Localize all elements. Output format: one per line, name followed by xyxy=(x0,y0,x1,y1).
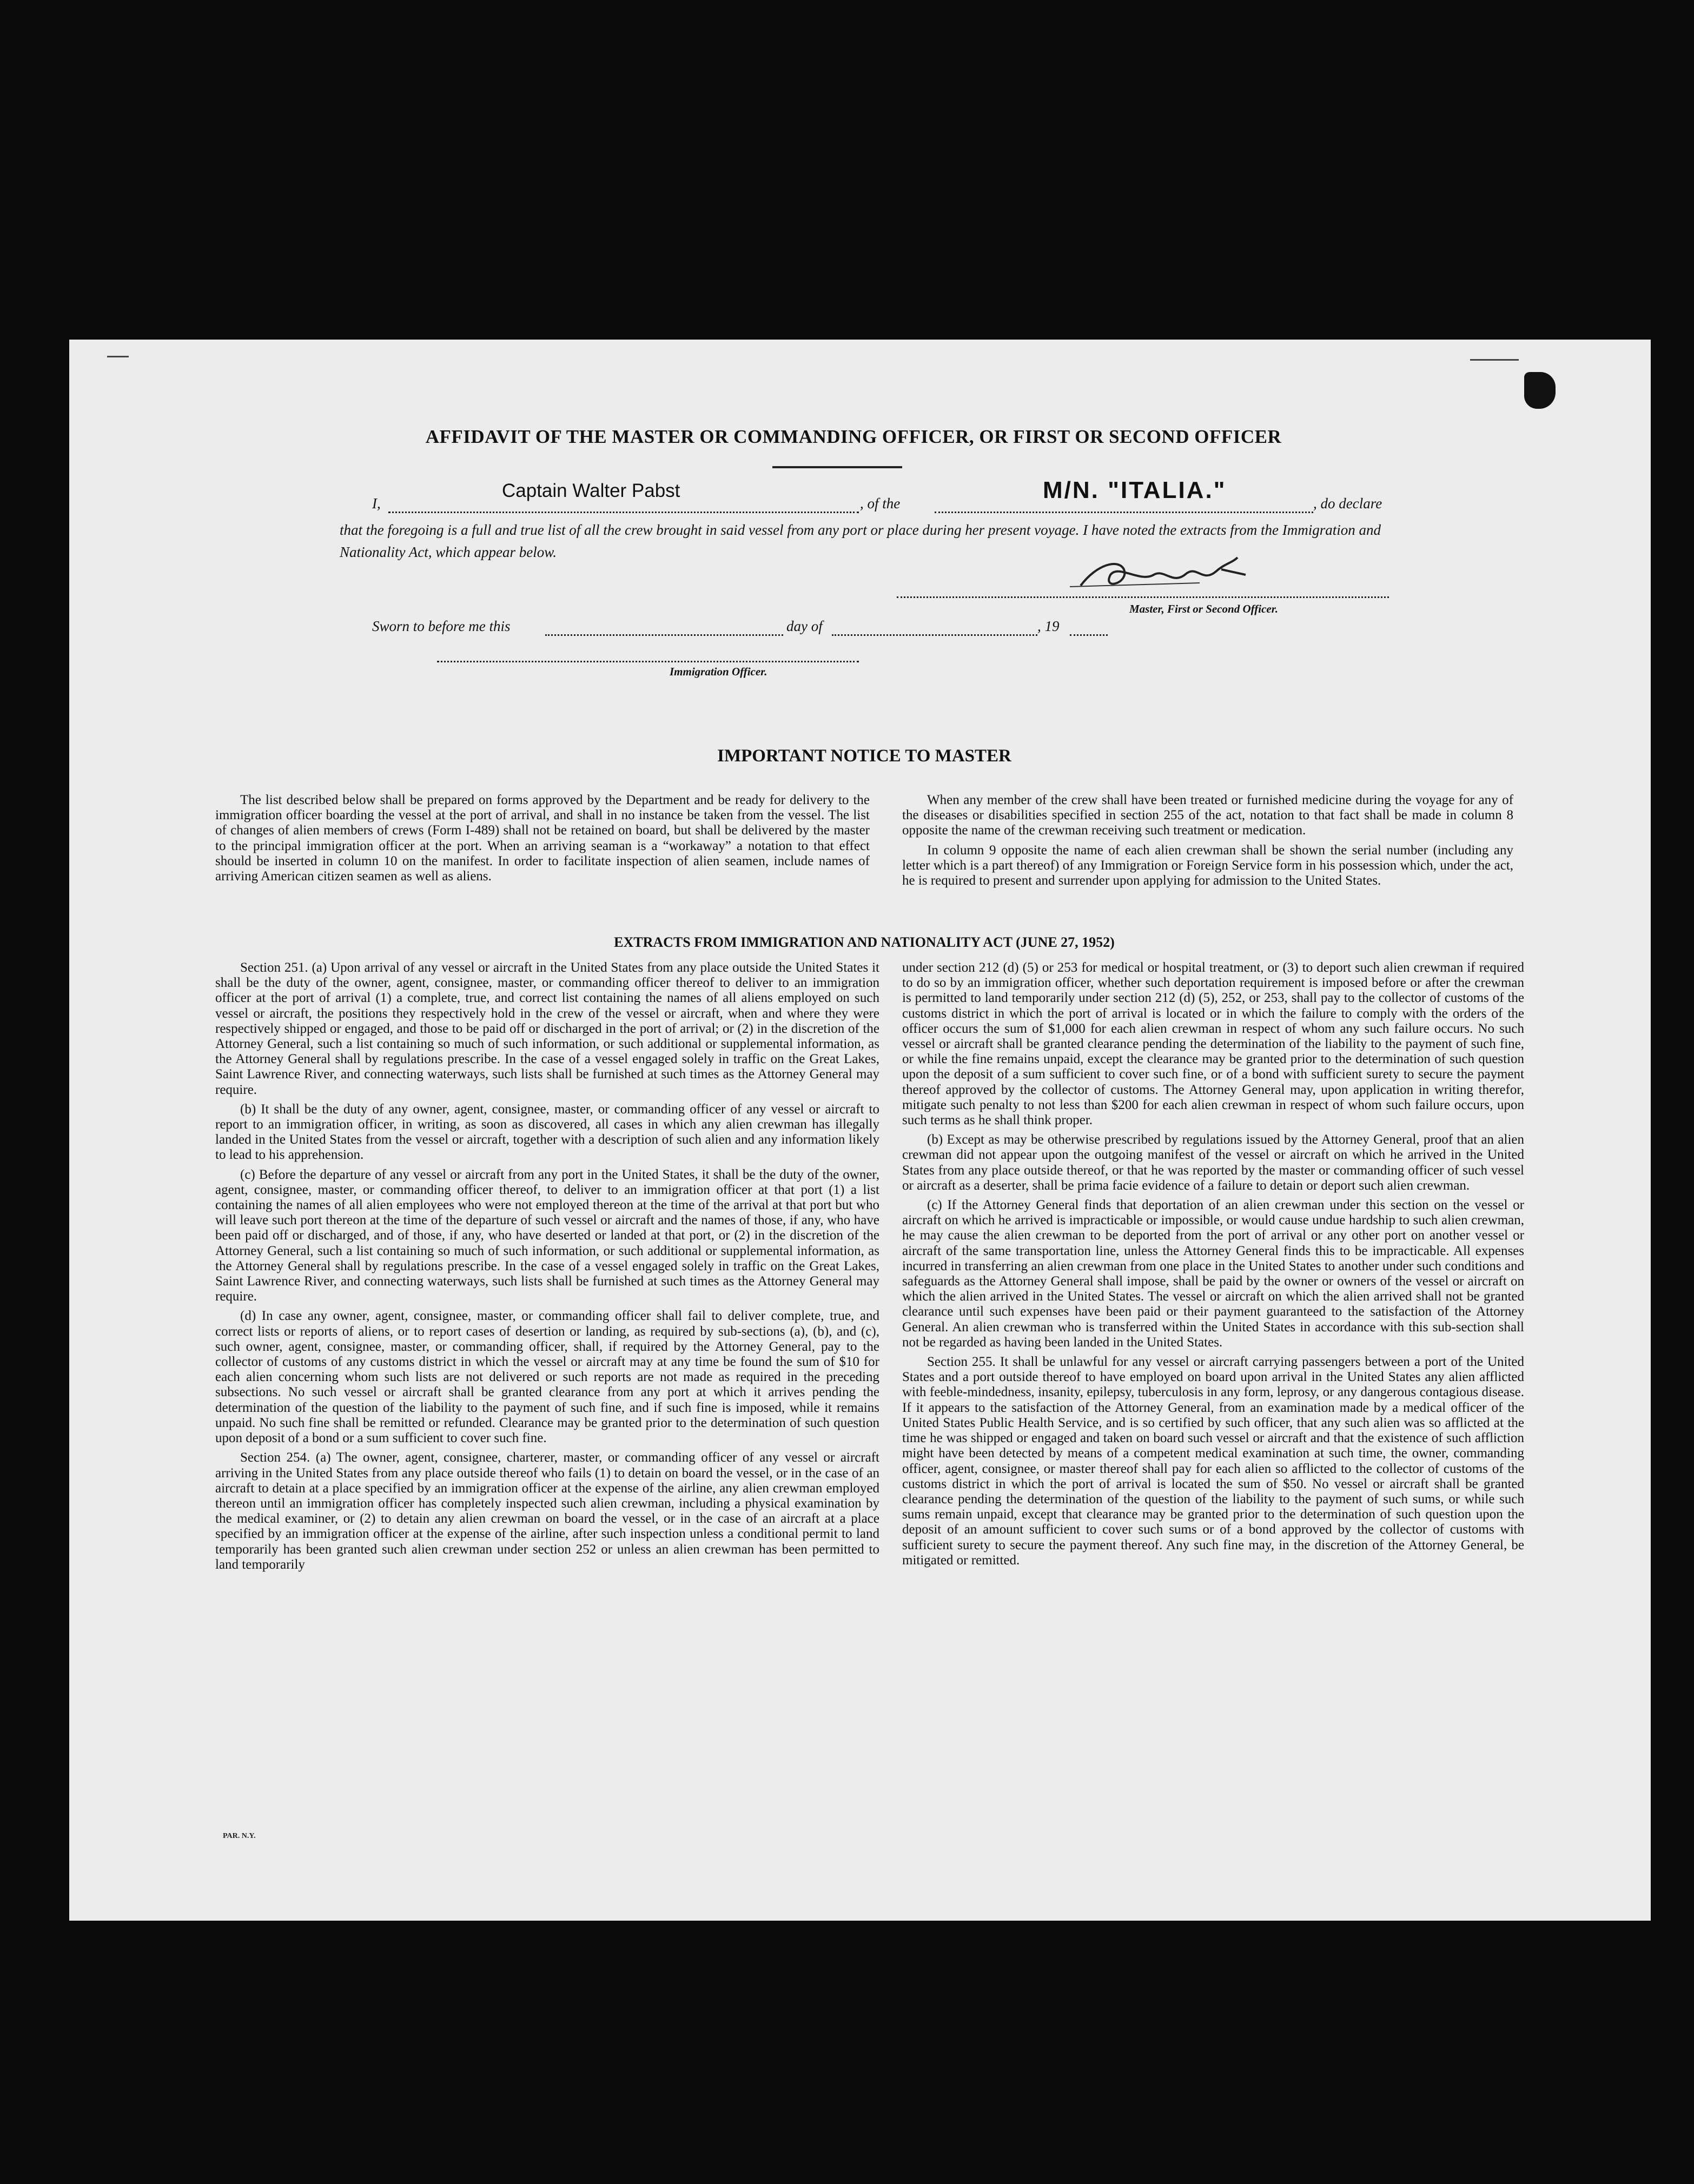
year-label: , 19 xyxy=(1037,618,1060,634)
section-paragraph: (d) In case any owner, agent, consignee, master, or commanding officer shall fail to deliver complete, true, and correct lists or reports of aliens, or to report cases of desertion or landing, as required by sub-sections (a), (b), and (c), such owner, agent, consignee, master, or commanding officer, shall, if required by the Attorney General, pay to the collector of customs of any customs district in which the vessel or aircraft may at any time be found the sum of $10 for each alien concerning whom such lists are not delivered or such reports are not made as required in the preceding subsections. No such vessel or aircraft shall be granted clearance from any port at which it arrives pending the determination of the question of the liability to the payment of such fine, and if such fine is imposed, while it remains unpaid. No such fine shall be remitted or refunded. Clearance may be granted prior to the determination of such question upon deposit of a bond or a sum sufficient to cover such fine. xyxy=(215,1309,879,1446)
notice-left-column xyxy=(215,793,870,888)
notice-paragraph: In column 9 opposite the name of each alien crewman shall be shown the serial number (including any letter which is a part thereof) of any Immigration or Foreign Service form in his possession which, under the act, he is required to present and surrender upon applying for admission to the United States. xyxy=(902,842,1513,888)
master-name-line xyxy=(388,512,859,513)
vessel-name-line xyxy=(935,512,1313,513)
notice-title: IMPORTANT NOTICE TO MASTER xyxy=(717,746,1011,766)
printer-imprint: PAR. N.Y. xyxy=(223,1832,256,1840)
signature-caption: Master, First or Second Officer. xyxy=(1129,602,1278,615)
master-name: Captain Walter Pabst xyxy=(502,480,680,501)
title-underline xyxy=(772,466,902,468)
document-page xyxy=(69,340,1651,1921)
vessel-name: M/N. "ITALIA." xyxy=(1043,477,1227,503)
signature-line xyxy=(897,596,1389,598)
affidavit-i-label: I, xyxy=(372,495,381,512)
section-paragraph: Section 251. (a) Upon arrival of any vessel or aircraft in the United States from any place outside the United States it shall be the duty of the owner, agent, consignee, master, or commanding officer thereof to deliver to an immigration officer at the port of arrival (1) a complete, true, and correct list containing the names of all aliens employed on such vessel or aircraft, the positions they respectively hold in the crew of the vessel or aircraft, when and where they were respectively shipped or engaged, and those to be paid off or discharged in the port of arrival; or (2) in the discretion of the Attorney General, such a list containing so much of such information, or such additional or supplemental information, as the Attorney General shall by regulations prescribe. In the case of a vessel engaged solely in traffic on the Great Lakes, Saint Lawrence River, and connecting waterways, such lists shall be furnished at such times as the Attorney General may require. xyxy=(215,960,879,1097)
master-signature xyxy=(1059,553,1265,602)
edge-mark xyxy=(107,356,129,357)
sworn-day-line xyxy=(545,634,783,636)
edge-mark xyxy=(1470,359,1519,361)
of-the-label: , of the xyxy=(860,495,901,512)
officer-caption: Immigration Officer. xyxy=(670,665,767,678)
sworn-year-line xyxy=(1070,634,1108,636)
notice-paragraph: When any member of the crew shall have been treated or furnished medicine during the voyage for any of the diseases or disabilities specified in section 255 of the act, notation to that fact shall be made in column 8 opposite the name of the crewman receiving such treatment or medication. xyxy=(902,793,1513,838)
affidavit-title: AFFIDAVIT OF THE MASTER OR COMMANDING OFFICER, OR FIRST OR SECOND OFFICER xyxy=(425,426,1282,447)
do-declare-label: , do declare xyxy=(1313,495,1382,512)
extracts-title: EXTRACTS FROM IMMIGRATION AND NATIONALITY ACT (JUNE 27, 1952) xyxy=(614,934,1115,950)
section-paragraph: under section 212 (d) (5) or 253 for medical or hospital treatment, or (3) to deport such alien crewman if required to do so by an immigration officer, whether such deportation requirement is imposed before or after the crewman is permitted to land temporarily under section 212 (d) (5), 252, or 253, shall pay to the collector of customs of the customs district in which the port of arrival is located or in which the failure to comply with the orders of the officer occurs the sum of $1,000 for each alien crewman in respect of whom any such failure occurs. No such vessel or aircraft shall be granted clearance pending the determination of the liability to the payment of such fine, or while the fine remains unpaid, except the clearance may be granted prior to the determination of such question upon the deposit of a sum sufficient to cover such fine, or of a bond with sufficient surety to secure the payment thereof approved by the collector of customs. The Attorney General may, upon application in writing therefor, mitigate such penalty to not less than $200 for each alien crewman in respect of whom such failure occurs, upon such terms as he shall think proper. xyxy=(902,960,1524,1128)
section-paragraph: (b) It shall be the duty of any owner, agent, consignee, master, or commanding officer of any vessel or aircraft to report to an immigration officer, in writing, as soon as discovered, all cases in which any alien crewman has illegally landed in the United States from the vessel or aircraft, together with a description of such alien and any information likely to lead to his apprehension. xyxy=(215,1101,879,1163)
section-paragraph: Section 255. It shall be unlawful for any vessel or aircraft carrying passengers between a port of the United States and a port outside thereof to have employed on board upon arrival in the United States any alien afflicted with feeble-mindedness, insanity, epilepsy, tuberculosis in any form, leprosy, or any dangerous contagious disease. If it appears to the satisfaction of the Attorney General, from an examination made by a medical officer of the United States Public Health Service, and is so certified by such officer, that any such alien was so afflicted at the time he was shipped or engaged and taken on board such vessel or aircraft and that the existence of such affliction might have been detected by means of a competent medical examination at such time, the owner, commanding officer, agent, consignee, or master thereof shall pay for each alien so afflicted to the collector of customs of the customs district in which the port of arrival is located the sum of $50. No vessel or aircraft shall be granted clearance pending the determination of the question of the liability to the payment of such sums, or while such sums remain unpaid, except that clearance may be granted prior to the determination of such question upon the deposit of an amount sufficient to cover such sums or of a bond approved by the collector of customs with sufficient surety to secure the payment thereof. Any such fine may, in the discretion of the Attorney General, be mitigated or remitted. xyxy=(902,1355,1524,1568)
sworn-label: Sworn to before me this xyxy=(372,618,511,634)
extracts-right-column xyxy=(902,960,1524,1572)
section-paragraph: (b) Except as may be otherwise prescribed by regulations issued by the Attorney General, proof that an alien crewman did not appear upon the outgoing manifest of the vessel or aircraft on which he arrived in the United States from any place outside thereof, or that he was reported by the master or commanding officer of such vessel or aircraft as a deserter, shall be prima facie evidence of a failure to detain or deport such alien crewman. xyxy=(902,1132,1524,1193)
section-paragraph: Section 254. (a) The owner, agent, consignee, charterer, master, or commanding officer of any vessel or aircraft arriving in the United States from any place outside thereof who fails (1) to detain on board the vessel, or in the case of an aircraft to detain at a place specified by an immigration officer at the expense of the airline, any alien crewman employed thereon until an immigration officer has completely inspected such alien crewman, including a physical examination by the medical examiner, or (2) to detain any alien crewman on board the vessel, or in the case of an aircraft at a place specified by an immigration officer at the expense of the airline, after such inspection unless a conditional permit to land temporarily has been granted such alien crewman under section 252 or unless an alien crewman has been permitted to land temporarily xyxy=(215,1450,879,1572)
punch-hole xyxy=(1524,372,1556,409)
officer-signature-line xyxy=(437,661,859,662)
section-paragraph: (c) Before the departure of any vessel or aircraft from any port in the United States, it shall be the duty of the owner, agent, consignee, master, or commanding officer thereof, to deliver to an immigration officer at that port (1) a list containing the names of all alien employees who were not employed thereon at the time of the arrival at that port but who will leave such port thereon at the time of the departure of such vessel or aircraft and the names of those, if any, who have been paid off or discharged, and of those, if any, who have deserted or landed at that port, or (2) in the discretion of the Attorney General, such a list containing so much of such information, or such additional or supplemental information, as the Attorney General shall by regulations prescribe. In the case of a vessel engaged solely in traffic on the Great Lakes, Saint Lawrence River, and connecting waterways, such lists shall be furnished at such times as the Attorney General may require. xyxy=(215,1167,879,1304)
sworn-month-line xyxy=(832,634,1037,636)
day-of-label: day of xyxy=(786,618,823,634)
section-paragraph: (c) If the Attorney General finds that deportation of an alien crewman under this section on the vessel or aircraft on which he arrived is impracticable or impossible, or would cause undue hardship to such alien crewman, he may cause the alien crewman to be deported from the port of arrival or any other port on another vessel or aircraft of the same transportation line, unless the Attorney General finds this to be impracticable. All expenses incurred in transferring an alien crewman from one place in the United States to another under such conditions and safeguards as the Attorney General shall impose, shall be paid by the owner or owners of the vessel or aircraft on which the alien arrived in the United States. The vessel or aircraft on which the alien arrived shall not be granted clearance until such expenses have been paid or their payment guaranteed to the satisfaction of the Attorney General. An alien crewman who is transferred within the United States in accordance with this sub-section shall not be regarded as having been landed in the United States. xyxy=(902,1198,1524,1350)
declaration-text: that the foregoing is a full and true list of all the crew brought in said vessel from any port or place during her present voyage. I have noted the extracts from the Immigration and Nationality Act, which appear below. xyxy=(340,522,1381,560)
notice-paragraph: The list described below shall be prepared on forms approved by the Department and be ready for delivery to the immigration officer boarding the vessel at the port of arrival, and shall in no instance be taken from the vessel. The list of changes of alien members of crews (Form I-489) shall not be retained on board, but shall be delivered by the master to the principal immigration officer at the port. When an arriving seaman is a “workaway” a notation to that effect should be inserted in column 10 on the manifest. In order to facilitate inspection of alien seamen, include names of arriving American citizen seamen as well as aliens. xyxy=(215,793,870,884)
notice-right-column xyxy=(902,793,1513,893)
extracts-left-column xyxy=(215,960,879,1577)
